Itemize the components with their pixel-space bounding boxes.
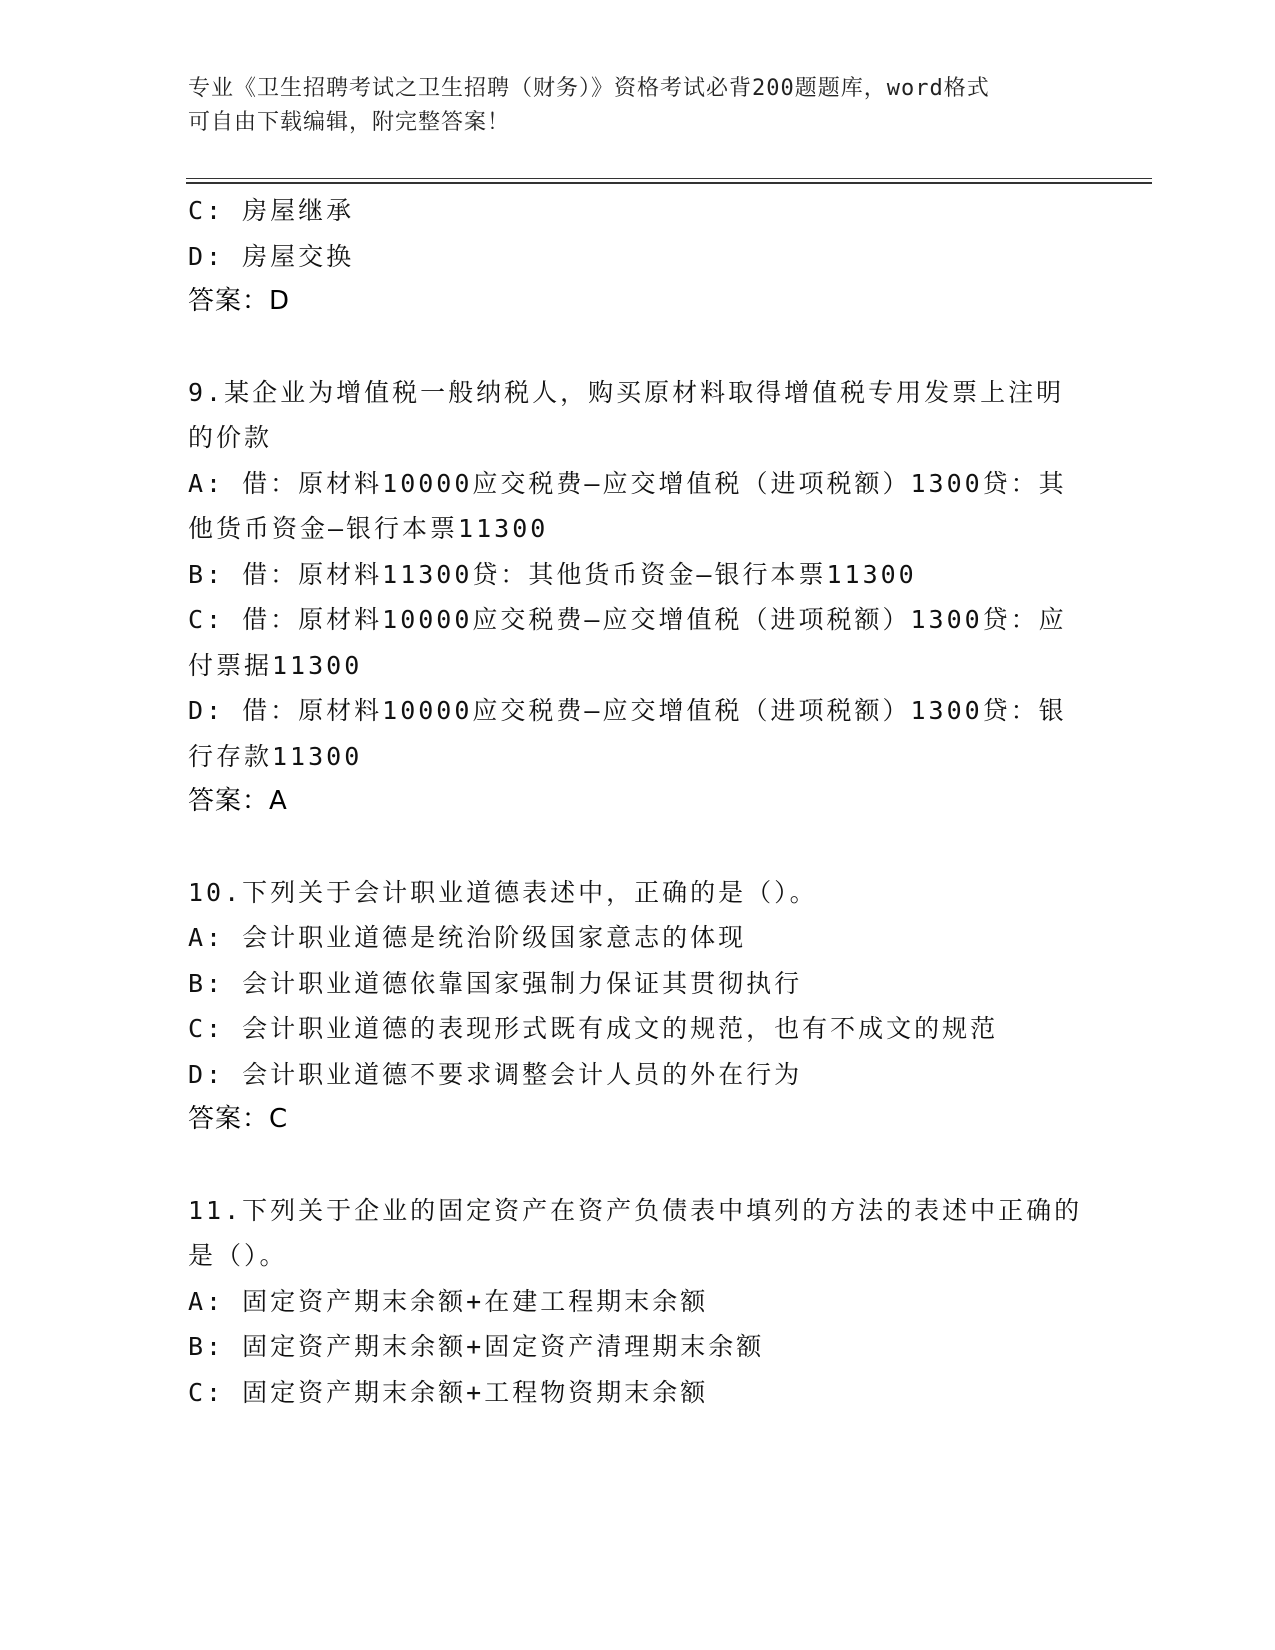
option-b: B: 借：原材料11300贷：其他货币资金—银行本票11300 [188,559,917,589]
option-b: B: 会计职业道德依靠国家强制力保证其贯彻执行 [188,968,803,998]
option-c: C: 固定资产期末余额+工程物资期末余额 [188,1377,709,1407]
header-divider-thick [186,182,1152,184]
question-9 [188,370,1088,825]
option-a: A: 会计职业道德是统治阶级国家意志的体现 [188,923,747,952]
question-10 [188,870,1088,1143]
question-11 [188,1188,1088,1416]
option-d: D: 房屋交换 [188,241,355,271]
question-title: 11.下列关于企业的固定资产在资产负债表中填列的方法的表述中正确的是（）。 [188,1195,1083,1270]
option-a: A: 固定资产期末余额+在建工程期末余额 [188,1286,709,1316]
spacer [188,325,1088,370]
spacer [188,1143,1088,1188]
header-line-1: 专业《卫生招聘考试之卫生招聘（财务）》资格考试必背200题题库，word格式 [188,76,990,101]
option-d: D: 借：原材料10000应交税费—应交增值税（进项税额）1300贷：银行存款11300 [188,696,1067,771]
header-divider [186,178,1152,179]
question-title: 10.下列关于会计职业道德表述中，正确的是（）。 [188,877,818,907]
question-title: 9.某企业为增值税一般纳税人，购买原材料取得增值税专用发票上注明的价款 [188,377,1065,452]
option-a: A: 借：原材料10000应交税费—应交增值税（进项税额）1300贷：其他货币资金—银行本票11300 [188,468,1067,543]
option-c: C: 借：原材料10000应交税费—应交增值税（进项税额）1300贷：应付票据11300 [188,605,1067,680]
answer-line: 答案：D [188,286,291,316]
page-header [188,72,1088,140]
previous-question [188,188,1088,325]
option-d: D: 会计职业道德不要求调整会计人员的外在行为 [188,1059,803,1089]
answer-line: 答案：A [188,786,288,816]
option-c: C: 房屋继承 [188,196,355,225]
answer-line: 答案：C [188,1104,289,1134]
document-body [188,188,1088,1415]
header-line-2: 可自由下载编辑，附完整答案！ [188,110,511,135]
option-c: C: 会计职业道德的表现形式既有成文的规范，也有不成文的规范 [188,1014,999,1043]
option-b: B: 固定资产期末余额+固定资产清理期末余额 [188,1332,765,1361]
spacer [188,825,1088,870]
